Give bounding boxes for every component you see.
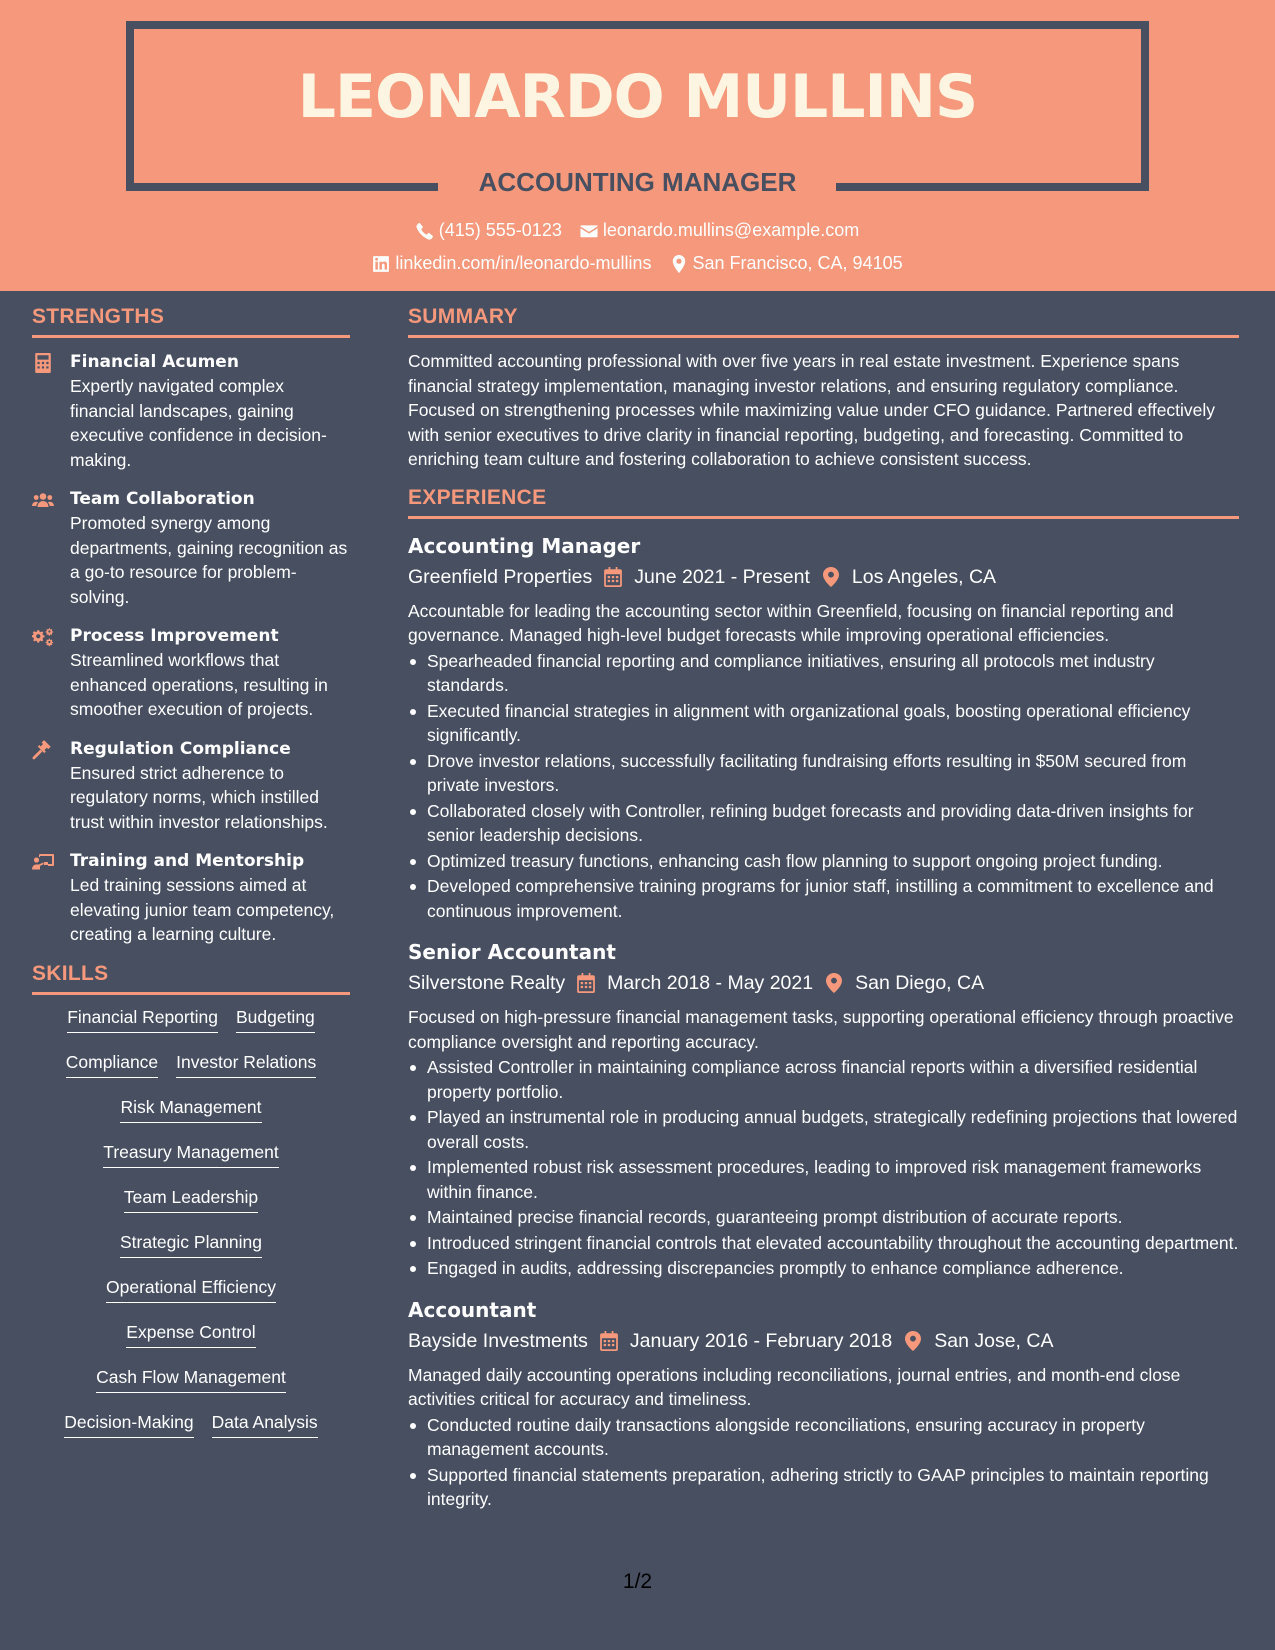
summary-heading: SUMMARY <box>408 305 1239 338</box>
skill-row <box>32 1412 350 1438</box>
skill-tag: Team Leadership <box>124 1187 258 1213</box>
bullet-item: Engaged in audits, addressing discrepancies promptly to enhance compliance adherence. <box>408 1256 1239 1281</box>
job-description: Accountable for leading the accounting sector within Greenfield, focusing on financial reporting and governance. Managed high-level budget forecasts while improving operational efficiencies. <box>408 600 1174 646</box>
skill-tag: Data Analysis <box>212 1412 318 1438</box>
strength-item <box>32 849 350 947</box>
skill-tag: Compliance <box>66 1052 158 1078</box>
strength-title: Regulation Compliance <box>70 738 291 759</box>
contact-row-2 <box>0 253 1275 274</box>
job-entry <box>408 1295 1239 1512</box>
skill-row <box>32 1367 350 1393</box>
calculator-icon <box>32 353 54 373</box>
resume-header <box>0 0 1275 291</box>
skill-row <box>32 1097 350 1123</box>
page-number: 1/2 <box>622 1570 653 1593</box>
skill-tag: Financial Reporting <box>67 1007 218 1033</box>
bullet-item: Supported financial statements preparation, adhering strictly to GAAP principles to maintain reporting integrity. <box>408 1463 1239 1512</box>
contact-phone[interactable] <box>416 220 562 241</box>
bullet-item: Executed financial strategies in alignment with organizational goals, boosting operational efficiency significantly. <box>408 699 1239 748</box>
location-text: San Francisco, CA, 94105 <box>692 253 903 273</box>
skills-heading: SKILLS <box>32 962 350 995</box>
chalkboard-teacher-icon <box>32 852 54 872</box>
skill-tag: Strategic Planning <box>120 1232 262 1258</box>
skill-tag: Operational Efficiency <box>106 1277 276 1303</box>
job-meta <box>408 1325 1239 1357</box>
job-company: Greenfield Properties <box>408 565 593 588</box>
job-bullets <box>408 649 1239 924</box>
calendar-icon <box>604 567 622 587</box>
job-dates: January 2016 - February 2018 <box>629 1329 893 1352</box>
skill-tag: Treasury Management <box>103 1142 278 1168</box>
job-location: Los Angeles, CA <box>851 565 997 588</box>
contact-linkedin[interactable] <box>372 253 651 274</box>
bullet-item: Assisted Controller in maintaining compliance across financial reports within a diversified residential property portfolio. <box>408 1055 1239 1104</box>
right-column <box>408 305 1239 1526</box>
job-dates: June 2021 - Present <box>634 565 810 588</box>
job-role: Accountant <box>408 1297 537 1322</box>
summary-text: Committed accounting professional with over five years in real estate investment. Experience spans financial strategy implementation, managing investor relations, and ensuring regulatory compliance. Focused on strengthening processes while maximizing value under CFO guidance. Partnered effectively with senior executives to drive clarity in financial reporting, budgeting, and forecasting. Committed to enriching team culture and fostering collaboration to achieve consistent success. <box>408 351 1216 470</box>
skill-tag: Cash Flow Management <box>96 1367 286 1393</box>
contact-email[interactable] <box>580 220 859 241</box>
bullet-item: Optimized treasury functions, enhancing cash flow planning to support ongoing project funding. <box>408 849 1239 874</box>
skill-tag: Investor Relations <box>176 1052 316 1078</box>
bullet-item: Conducted routine daily transactions alongside reconciliations, ensuring accuracy in property management accounts. <box>408 1413 1239 1462</box>
envelope-icon <box>580 222 598 240</box>
linkedin-icon <box>372 255 390 273</box>
calendar-icon <box>577 973 595 993</box>
contact-row-1 <box>0 220 1275 241</box>
job-title: ACCOUNTING MANAGER <box>478 167 797 197</box>
skill-row <box>32 1277 350 1303</box>
bullet-item: Drove investor relations, successfully facilitating fundraising efforts resulting in $50M secured from private investors. <box>408 749 1239 798</box>
skill-tag: Decision-Making <box>64 1412 193 1438</box>
linkedin-text: linkedin.com/in/leonardo-mullins <box>395 253 652 273</box>
skill-row <box>32 1007 350 1033</box>
skill-tag: Risk Management <box>120 1097 261 1123</box>
strength-desc: Led training sessions aimed at elevating junior team competency, creating a learning culture. <box>70 875 335 944</box>
job-meta <box>408 561 1239 593</box>
strength-desc: Streamlined workflows that enhanced operations, resulting in smoother execution of projects. <box>70 650 328 719</box>
bullet-item: Played an instrumental role in producing annual budgets, strategically redefining projections that lowered overall costs. <box>408 1105 1239 1154</box>
skill-tag: Expense Control <box>126 1322 255 1348</box>
phone-icon <box>416 222 434 240</box>
gavel-icon <box>32 740 54 760</box>
strength-item <box>32 487 350 609</box>
skill-row <box>32 1142 350 1168</box>
job-role: Accounting Manager <box>408 533 641 558</box>
job-company: Silverstone Realty <box>408 972 566 995</box>
strength-title: Financial Acumen <box>70 352 239 372</box>
job-dates: March 2018 - May 2021 <box>607 972 814 995</box>
phone-text: (415) 555-0123 <box>438 220 562 240</box>
experience-heading: EXPERIENCE <box>408 486 1239 519</box>
job-bullets <box>408 1055 1239 1281</box>
skill-row <box>32 1322 350 1348</box>
strength-item <box>32 737 350 835</box>
strength-desc: Promoted synergy among departments, gaining recognition as a go-to resource for problem-solving. <box>70 513 348 607</box>
map-pin-icon <box>822 567 840 587</box>
map-pin-icon <box>904 1331 922 1351</box>
contact-location <box>670 253 903 274</box>
bullet-item: Collaborated closely with Controller, refining budget forecasts and providing data-driven insights for senior leadership decisions. <box>408 799 1239 848</box>
skill-tag: Budgeting <box>236 1007 315 1033</box>
gears-icon <box>32 627 54 647</box>
calendar-icon <box>600 1331 618 1351</box>
bullet-item: Maintained precise financial records, guaranteeing prompt distribution of accurate reports. <box>408 1205 1239 1230</box>
map-pin-icon <box>825 973 843 993</box>
email-text: leonardo.mullins@example.com <box>602 220 860 240</box>
bullet-item: Spearheaded financial reporting and compliance initiatives, ensuring all protocols met industry standards. <box>408 649 1239 698</box>
strength-desc: Ensured strict adherence to regulatory norms, which instilled trust within investor relationships. <box>70 762 328 832</box>
strength-desc: Expertly navigated complex financial landscapes, gaining executive confidence in decision-making. <box>70 376 327 470</box>
skill-row <box>32 1232 350 1258</box>
job-location: San Diego, CA <box>855 972 985 995</box>
job-entry <box>408 531 1239 924</box>
job-bullets <box>408 1413 1239 1512</box>
job-entry <box>408 937 1239 1281</box>
strength-item <box>32 350 350 472</box>
bullet-item: Implemented robust risk assessment procedures, leading to improved risk management frameworks within finance. <box>408 1155 1239 1204</box>
strengths-heading: STRENGTHS <box>32 305 350 338</box>
skill-row <box>32 1187 350 1213</box>
strength-item <box>32 624 350 722</box>
users-icon <box>32 490 54 510</box>
strength-title: Training and Mentorship <box>70 851 305 871</box>
job-description: Focused on high-pressure financial management tasks, supporting operational efficiency through proactive compliance oversight and reporting accuracy. <box>408 1007 1234 1052</box>
job-location: San Jose, CA <box>934 1329 1054 1352</box>
job-description: Managed daily accounting operations including reconciliations, journal entries, and month-end close activities critical for accuracy and timeliness. <box>408 1364 1181 1410</box>
job-meta <box>408 967 1239 999</box>
strength-title: Process Improvement <box>70 626 279 646</box>
skill-row <box>32 1052 350 1078</box>
job-role: Senior Accountant <box>408 940 616 965</box>
map-pin-icon <box>670 255 688 273</box>
bullet-item: Developed comprehensive training programs for junior staff, instilling a commitment to excellence and continuous improvement. <box>408 874 1239 923</box>
candidate-name: LEONARDO MULLINS <box>297 62 978 132</box>
job-company: Bayside Investments <box>408 1329 588 1352</box>
bullet-item: Introduced stringent financial controls that elevated accountability throughout the accounting department. <box>408 1231 1239 1256</box>
left-column <box>32 305 350 1457</box>
strength-title: Team Collaboration <box>70 489 255 509</box>
